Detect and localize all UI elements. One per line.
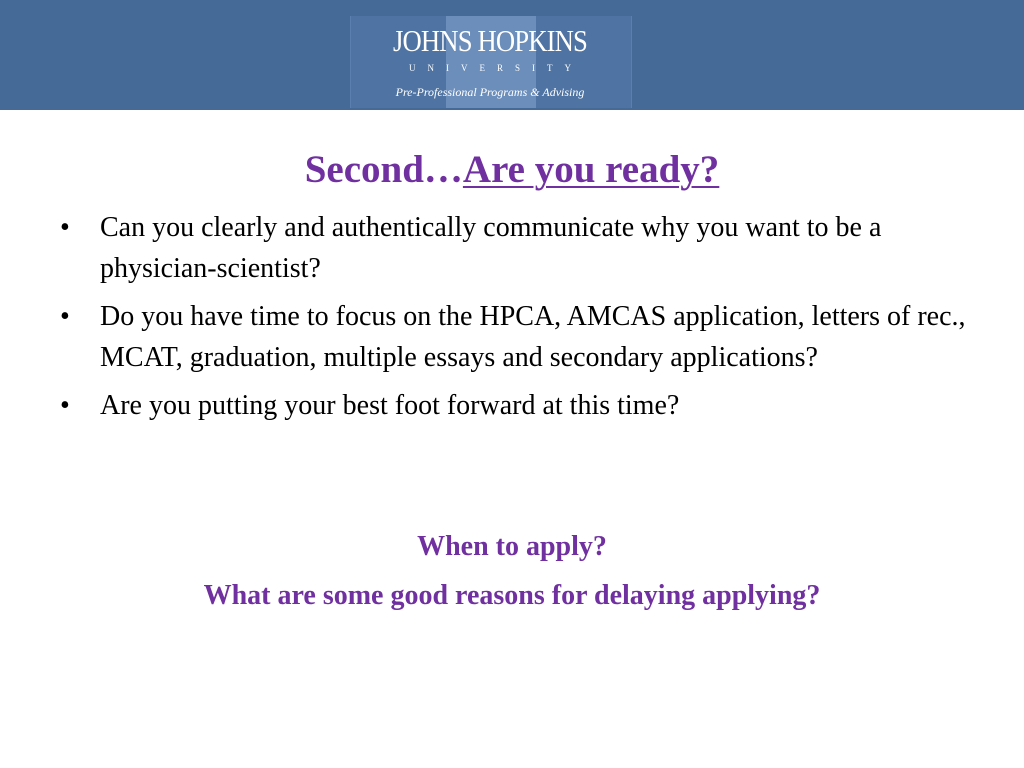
logo-university: UNIVERSITY bbox=[409, 63, 583, 73]
logo-name: JOHNS HOPKINS bbox=[392, 23, 587, 58]
bullet-dot: • bbox=[60, 301, 70, 332]
title-underlined: Are you ready? bbox=[462, 148, 720, 191]
question-delaying-reasons: What are some good reasons for delaying applying? bbox=[203, 580, 821, 611]
bullet-text: Can you clearly and authentically communicate why you want to be a physician-scientist? bbox=[100, 212, 882, 284]
bullet-list bbox=[58, 208, 978, 435]
bullet-dot: • bbox=[60, 390, 70, 421]
bullet-item bbox=[58, 297, 978, 378]
question-when-to-apply: When to apply? bbox=[417, 531, 607, 562]
bullet-text: Do you have time to focus on the HPCA, AMCAS application, letters of rec., MCAT, graduation, multiple essays and secondary applications? bbox=[100, 301, 966, 373]
slide-title bbox=[0, 146, 1024, 194]
bullet-text: Are you putting your best foot forward at this time? bbox=[100, 390, 680, 421]
bullet-dot: • bbox=[60, 212, 70, 243]
title-prefix: Second… bbox=[304, 148, 463, 191]
bullet-item bbox=[58, 208, 978, 289]
bullet-item bbox=[58, 386, 978, 427]
logo-subtitle: Pre-Professional Programs & Advising bbox=[395, 85, 585, 99]
